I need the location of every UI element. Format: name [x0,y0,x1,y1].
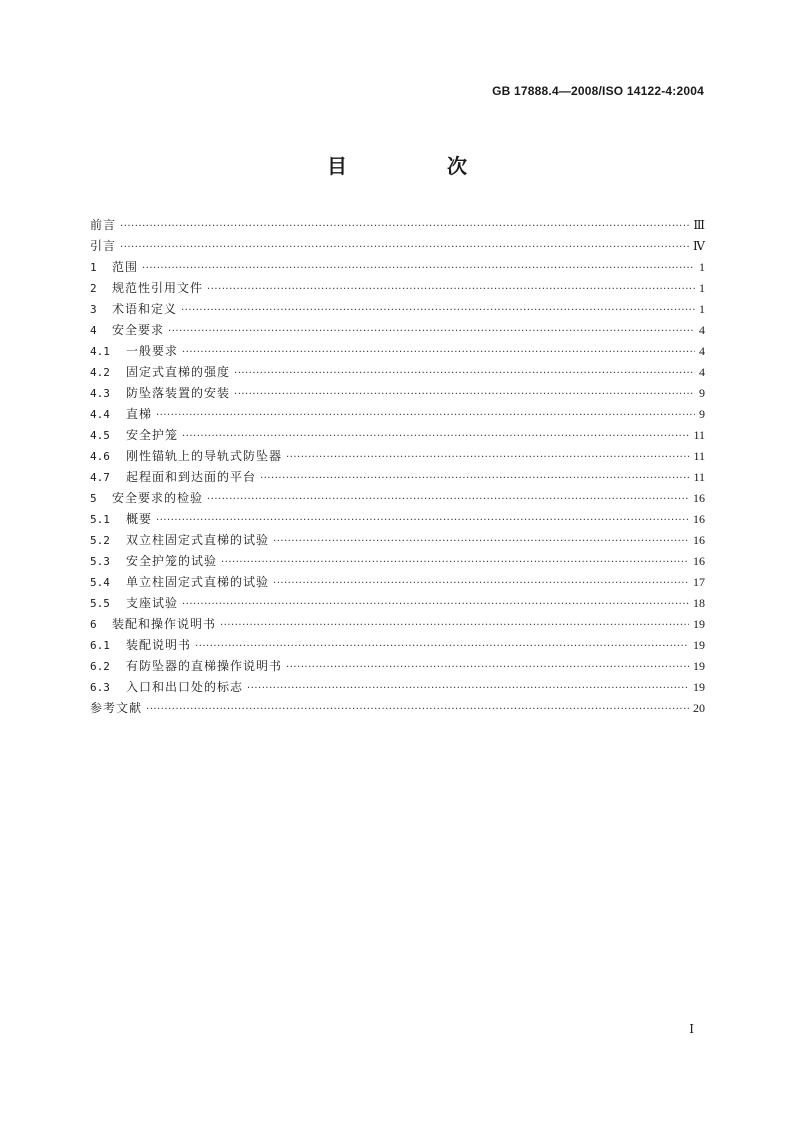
toc-dot-leader [146,704,689,715]
toc-entry[interactable] [90,447,705,468]
toc-entry-page: Ⅲ [693,218,705,232]
toc-dot-leader [207,494,689,505]
toc-dot-leader [142,263,695,274]
toc-entry-number: 5.4 [90,576,110,589]
toc-entry[interactable] [90,615,705,636]
toc-entry[interactable] [90,489,705,510]
toc-entry-number: 6.2 [90,660,110,673]
toc-entry-number: 5.1 [90,513,110,526]
toc-entry[interactable] [90,468,705,489]
toc-dot-leader [234,368,695,379]
toc-dot-leader [182,347,695,358]
toc-entry-number: 5.5 [90,597,110,610]
toc-entry[interactable] [90,678,705,699]
toc-entry[interactable] [90,258,705,279]
toc-dot-leader [221,557,689,568]
toc-entry-number: 2 [90,282,97,295]
toc-dot-leader [156,410,695,421]
toc-entry-number: 4.7 [90,471,110,484]
toc-entry-page: 1 [699,281,705,295]
toc-dot-leader [247,683,689,694]
toc-entry-label: 一般要求 [126,344,179,358]
toc-dot-leader [168,326,695,337]
toc-entry-number: 4.2 [90,366,110,379]
toc-entry-page: 19 [693,617,705,631]
toc-entry-page: 16 [693,512,705,526]
toc-entry-page: 1 [699,302,705,316]
toc-entry-number: 1 [90,261,97,274]
toc-entry[interactable] [90,300,705,321]
toc-entry-number: 4 [90,324,97,337]
toc-entry-page: 9 [699,386,705,400]
toc-entry-page: 16 [693,554,705,568]
toc-entry[interactable] [90,594,705,615]
toc-dot-leader [260,473,689,484]
toc-entry-label: 参考文献 [90,701,143,715]
toc-dot-leader [234,389,695,400]
toc-entry[interactable] [90,405,705,426]
toc-entry-number: 4.4 [90,408,110,421]
toc-entry-page: 16 [693,491,705,505]
table-of-contents [90,216,705,720]
toc-entry-page: 11 [693,428,705,442]
toc-entry-number: 4.5 [90,429,110,442]
toc-entry-label: 单立柱固定式直梯的试验 [126,575,270,589]
toc-dot-leader [273,578,689,589]
toc-entry-page: Ⅳ [693,239,705,253]
toc-dot-leader [220,620,689,631]
toc-entry-page: 1 [699,260,705,274]
toc-entry[interactable] [90,384,705,405]
toc-dot-leader [273,536,689,547]
toc-entry-label: 装配说明书 [126,638,192,652]
toc-entry-number: 6.1 [90,639,110,652]
toc-dot-leader [181,305,695,316]
toc-entry-number: 4.3 [90,387,110,400]
toc-entry[interactable] [90,657,705,678]
toc-entry-label: 固定式直梯的强度 [126,365,231,379]
toc-entry-number: 5.2 [90,534,110,547]
toc-dot-leader [120,242,689,253]
toc-entry-label: 规范性引用文件 [112,281,204,295]
toc-entry-page: 4 [699,323,705,337]
toc-entry-number: 6.3 [90,681,110,694]
toc-entry-label: 安全要求的检验 [112,491,204,505]
toc-entry[interactable] [90,426,705,447]
page-title: 目 次 [327,154,507,178]
toc-entry-page: 19 [693,638,705,652]
toc-entry[interactable] [90,279,705,300]
toc-entry-number: 3 [90,303,97,316]
toc-entry-page: 20 [693,701,705,715]
toc-entry-page: 11 [693,470,705,484]
toc-entry-label: 引言 [90,239,117,253]
toc-entry-label: 安全护笼 [126,428,179,442]
toc-entry-page: 4 [699,344,705,358]
toc-entry[interactable] [90,552,705,573]
toc-entry[interactable] [90,342,705,363]
toc-entry[interactable] [90,699,705,720]
toc-entry-number: 5.3 [90,555,110,568]
toc-entry[interactable] [90,510,705,531]
toc-entry[interactable] [90,531,705,552]
toc-entry-label: 范围 [112,260,139,274]
toc-entry-label: 前言 [90,218,117,232]
toc-entry-number: 6 [90,618,97,631]
toc-entry-page: 18 [693,596,705,610]
toc-dot-leader [286,452,689,463]
toc-entry-label: 支座试验 [126,596,179,610]
toc-dot-leader [120,221,689,232]
toc-entry-label: 安全要求 [112,323,165,337]
toc-dot-leader [207,284,695,295]
toc-entry-page: 11 [693,449,705,463]
page-number: Ⅰ [689,1022,694,1036]
toc-dot-leader [182,431,689,442]
toc-entry[interactable] [90,237,705,258]
toc-entry-label: 术语和定义 [112,302,178,316]
toc-entry-label: 安全护笼的试验 [126,554,218,568]
toc-entry-page: 9 [699,407,705,421]
toc-entry-number: 4.6 [90,450,110,463]
toc-entry-page: 4 [699,365,705,379]
toc-dot-leader [286,662,689,673]
toc-entry[interactable] [90,636,705,657]
toc-entry[interactable] [90,321,705,342]
toc-entry[interactable] [90,363,705,384]
toc-entry-label: 有防坠器的直梯操作说明书 [126,659,283,673]
toc-entry-label: 概要 [126,512,153,526]
toc-dot-leader [195,641,689,652]
toc-entry-page: 19 [693,680,705,694]
toc-dot-leader [182,599,689,610]
toc-entry-label: 双立柱固定式直梯的试验 [126,533,270,547]
toc-entry-page: 19 [693,659,705,673]
toc-entry-label: 直梯 [126,407,153,421]
toc-entry[interactable] [90,216,705,237]
toc-entry-label: 防坠落装置的安装 [126,386,231,400]
toc-entry-number: 4.1 [90,345,110,358]
toc-entry-page: 16 [693,533,705,547]
toc-dot-leader [156,515,689,526]
toc-entry-number: 5 [90,492,97,505]
toc-entry-label: 起程面和到达面的平台 [126,470,257,484]
toc-entry-label: 入口和出口处的标志 [126,680,244,694]
toc-entry-label: 刚性锚轨上的导轨式防坠器 [126,449,283,463]
toc-entry[interactable] [90,573,705,594]
toc-entry-label: 装配和操作说明书 [112,617,217,631]
standard-code: GB 17888.4—2008/ISO 14122-4:2004 [492,84,704,98]
toc-entry-page: 17 [693,575,705,589]
